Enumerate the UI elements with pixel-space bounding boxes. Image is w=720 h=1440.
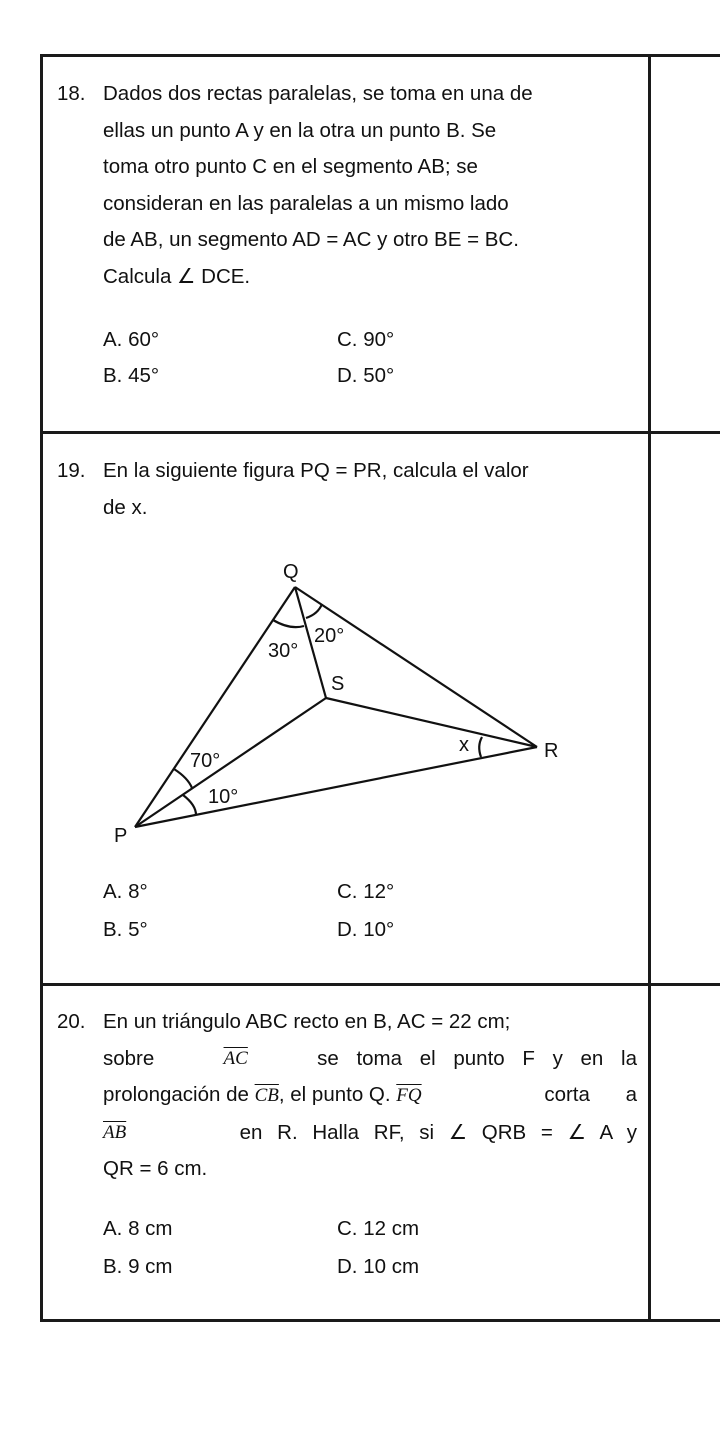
text: se toma el punto F y en la [317,1046,637,1070]
option-a[interactable]: A. 60° [103,328,160,351]
text: , el punto Q. [278,1083,391,1106]
question-text [103,1004,637,1188]
segment-qr [295,587,537,747]
angle-label-spr: 10° [208,786,239,808]
segment-cb: $\overline{CB}$ [254,1085,279,1106]
option-c[interactable]: C. 90° [337,328,395,351]
option-b[interactable]: B. 9 cm [103,1255,173,1278]
vertex-label-q: Q [283,561,299,583]
text: prolongación de [103,1083,249,1106]
vertex-label-s: S [331,673,345,695]
angle-arc-pqs [273,620,304,627]
option-c[interactable]: C. 12° [337,880,395,903]
segment-sr [326,698,537,747]
text-group [103,1077,422,1115]
text-line: En un triángulo ABC recto en B, AC = 22 cm; [103,1010,511,1033]
question-number: 19. [57,459,86,482]
option-d[interactable]: D. 10 cm [337,1255,420,1278]
angle-arc-srp [479,737,482,757]
option-a[interactable]: A. 8 cm [103,1217,173,1240]
text: corta a [544,1083,637,1106]
option-b[interactable]: B. 45° [103,364,160,387]
text-line: QR = 6 cm. [103,1157,208,1180]
angle-arc-sqr [306,604,322,618]
option-b[interactable]: B. 5° [103,918,148,941]
segment-fq: $\overline{FQ}$ [396,1085,422,1106]
option-d[interactable]: D. 50° [337,364,395,387]
text-line [103,1077,637,1115]
option-a[interactable]: A. 8° [103,880,148,903]
question-number: 18. [57,82,86,105]
text-line [103,1041,637,1078]
text-line: consideran en las paralelas a un mismo lado [103,191,509,215]
question-20 [57,1004,637,1188]
text-line: toma otro punto C en el segmento AB; se [103,155,478,178]
text: sobre [103,1046,155,1070]
segment-ac: $\overline{AC}$ [223,1047,248,1069]
text: en R. Halla RF, si ∠ QRB = ∠ A y [239,1120,637,1144]
angle-arc-spr [183,795,196,815]
angle-label-qps: 70° [190,750,221,772]
question-number: 20. [57,1010,86,1033]
text-line: ellas un punto A y en la otra un punto B. Se [103,118,497,142]
angle-label-sqr: 20° [314,625,345,647]
text-line [103,1115,637,1152]
angle-label-pqs: 30° [268,640,299,662]
text-line: Calcula ∠ DCE. [103,264,251,288]
text-line: Dados dos rectas paralelas, se toma en una de [103,82,533,105]
vertex-label-p: P [114,825,128,847]
angle-label-x: x [459,734,469,756]
text-line: de x. [103,495,148,519]
option-c[interactable]: C. 12 cm [337,1217,420,1240]
text-line: En la siguiente figura PQ = PR, calcula el valor [103,459,529,482]
option-d[interactable]: D. 10° [337,918,395,941]
segment-ab: $\overline{AB}$ [103,1121,127,1143]
text-line: de AB, un segmento AD = AC y otro BE = BC. [103,228,519,251]
vertex-label-r: R [544,740,559,762]
